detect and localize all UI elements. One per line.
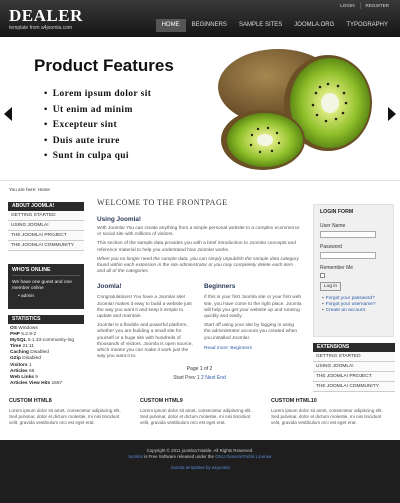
password-label: Password (320, 244, 342, 250)
stat-value: 5.2.9-2 (21, 332, 37, 338)
stat-key: PHP (10, 332, 20, 338)
kiwi-fruit-image (208, 45, 378, 175)
username-input[interactable] (320, 231, 376, 238)
menu-item-using-joomla[interactable]: USING JOOMLA! (313, 362, 395, 372)
article-paragraph: This section of the sample data provides you with a brief introduction to Joomla! concepts and reference material to help you understand how Joomla! works. (97, 241, 296, 253)
prev-slide-arrow-icon[interactable] (4, 107, 12, 121)
stat-value: 66 (28, 368, 35, 374)
banner-feature-item: • Sunt in culpa qui (44, 151, 151, 167)
create-account-link[interactable]: Create an account (325, 308, 365, 313)
joomla-link[interactable]: Joomla! (127, 454, 143, 459)
stat-key: Articles View Hits (10, 380, 51, 386)
banner-feature-item: • Lorem ipsum dolor sit (44, 89, 151, 105)
banner-feature-item: • Ut enim ad minim (44, 105, 151, 121)
remember-me-label: Remember Me (320, 265, 354, 271)
pagination-end[interactable]: End (216, 375, 226, 382)
about-joomla-menu (8, 202, 84, 251)
breadcrumb-home: Home (37, 187, 50, 192)
main-nav (156, 19, 394, 32)
template-credit-link[interactable]: Joomla templates by a4joomla (170, 465, 230, 470)
nav-beginners[interactable]: BEGINNERS (191, 22, 227, 28)
stat-value: 5.1.33-community-log (27, 338, 74, 344)
custom-html9-text: Lorem ipsum dolor sit amet, consectetur adipiscing elit. Sed pulvinar, dolor et dictum molestie, mi nisi tincidunt velit, gravida vestibulum orci est eget erat. (140, 408, 252, 425)
online-member-name: admin (21, 294, 35, 299)
site-logo[interactable]: DEALER (9, 6, 83, 25)
custom-html9-title: CUSTOM HTML9 (140, 398, 183, 404)
page-title: WELCOME TO THE FRONTPAGE (97, 198, 228, 207)
banner-feature-item: • Duis aute irure (44, 136, 151, 152)
stat-row (10, 381, 82, 387)
footer-license (0, 454, 400, 460)
banner-feature-item: • Excepteur sint (44, 120, 151, 136)
stat-key: Articles (10, 368, 28, 374)
footer-copyright: Copyright © 2011 joomla17stable. All Rights Reserved. (146, 448, 254, 453)
custom-html10-module (271, 398, 388, 426)
article-beginners (204, 283, 302, 360)
stat-key: OS (10, 326, 17, 331)
password-input[interactable] (320, 252, 376, 259)
menu-item-joomla-community[interactable]: THE JOOMLA! COMMUNITY (8, 241, 84, 251)
stat-value: Disabled (22, 356, 41, 362)
article-columns (97, 283, 302, 360)
login-form-title: LOGIN FORM (320, 209, 354, 215)
custom-html8-text: Lorem ipsum dolor sit amet, consectetur adipiscing elit. Sed pulvinar, dolor et dictum molestie, mi nisi tincidunt velit, gravida vestibulum orci est eget erat. (9, 408, 121, 425)
nav-sample-sites[interactable]: SAMPLE SITES (238, 22, 283, 28)
site-tagline: template from a4joomla.com (9, 25, 73, 31)
banner-feature-list (44, 89, 151, 167)
stat-value: Disabled (30, 350, 49, 356)
bottom-modules (0, 394, 400, 436)
article-paragraph: When you no longer need the sample data, you can simply unpublish the sample data category found within each extension in the site administrator or you may completely delete each item and all of the categories. (97, 256, 299, 275)
banner-title: Product Features (34, 56, 174, 75)
article-title-joomla[interactable]: Joomla! (97, 283, 122, 291)
menu-item-joomla-community[interactable]: THE JOOMLA! COMMUNITY (313, 382, 395, 392)
online-member: • admin (18, 294, 35, 299)
pagination-next[interactable]: Next (205, 375, 216, 382)
breadcrumb (9, 187, 50, 192)
menu-item-getting-started[interactable]: GETTING STARTED (313, 352, 395, 362)
article-paragraph: If this is your first Joomla site or your first web site, you have come to the right place. Joomla will help you get your website up and running quickly and easily. (204, 295, 302, 320)
article-paragraph: Joomla! is a flexible and powerful platform, whether you are building a small site for yourself or a huge site with hundreds of thousands of visitors. Joomla is open source, which means you can make it work just the way you want it to. (97, 323, 193, 360)
stat-key: Web Links (10, 374, 34, 380)
custom-html10-title: CUSTOM HTML10 (271, 398, 317, 404)
pagination-page-2[interactable]: 2 (201, 375, 204, 382)
forgot-password-link[interactable]: Forgot your password? (325, 296, 375, 301)
stat-key: Visitors (10, 362, 28, 368)
stat-key: Caching (10, 350, 29, 356)
stat-key: GZip (10, 356, 21, 362)
article-title-using-joomla[interactable]: Using Joomla! (97, 216, 142, 223)
about-joomla-title: ABOUT JOOMLA! (8, 202, 84, 211)
article-paragraph: With Joomla! You can create anything from a simple personal website to a complex ecommerce or social site with millions of visitors. (97, 226, 300, 238)
login-button[interactable]: Log in (320, 282, 341, 291)
menu-item-joomla-project[interactable]: THE JOOMLA! PROJECT (313, 372, 395, 382)
footer-license-text: is Free Software released under the (144, 454, 214, 459)
menu-item-getting-started[interactable]: GETTING STARTED (8, 211, 84, 221)
page-counter: Page 1 of 2 (186, 366, 213, 373)
stat-value: 1 (28, 362, 32, 368)
pagination-start: Start (173, 375, 184, 382)
pagination-page-1: 1 (196, 375, 200, 382)
nav-joomla-org[interactable]: JOOMLA.ORG (294, 22, 335, 28)
footer (0, 440, 400, 503)
article-paragraph: Congratulations! You have a Joomla! site! Joomla! makes it easy to build a website just the way you want it and keep it simple to update and maintain. (97, 295, 192, 320)
slideshow-banner (0, 37, 400, 181)
custom-html9-module (140, 398, 257, 426)
nav-typography[interactable]: TYPOGRAPHY (346, 22, 388, 28)
login-links (320, 296, 387, 314)
stat-key: Time (10, 344, 22, 350)
register-link[interactable]: REGISTER (360, 2, 394, 9)
whos-online-text: We have one guest and one member online (12, 280, 72, 291)
remember-me-checkbox[interactable] (320, 273, 325, 278)
extensions-menu (313, 343, 395, 392)
read-more-beginners-link[interactable]: Read more: Beginners (204, 345, 252, 351)
stat-value: Windows (18, 326, 38, 331)
menu-item-joomla-project[interactable]: THE JOOMLA! PROJECT (8, 231, 84, 241)
login-form (313, 204, 394, 337)
whos-online-title: WHO'S ONLINE (12, 267, 80, 276)
breadcrumb-prefix: You are here: (9, 187, 37, 192)
article-joomla (97, 283, 195, 360)
custom-html8-module (9, 398, 126, 426)
main-content (97, 198, 302, 381)
menu-item-using-joomla[interactable]: USING JOOMLA! (8, 221, 84, 231)
stat-value: 21:11 (22, 344, 35, 350)
statistics-list (8, 324, 84, 389)
article-title-beginners[interactable]: Beginners (204, 283, 236, 291)
extensions-title: EXTENSIONS (313, 343, 395, 352)
footer-copyright-block (0, 448, 400, 460)
login-link[interactable]: LOGIN (340, 3, 355, 8)
pagination (97, 375, 302, 381)
next-slide-arrow-icon[interactable] (388, 107, 396, 121)
username-label: User Name (320, 223, 346, 229)
header (0, 0, 400, 37)
stat-value: 9 (35, 374, 38, 380)
stat-value: 1667 (51, 380, 63, 386)
stat-key: MySQL (10, 338, 27, 344)
article-paragraph: Start off using your site by logging in using the administrator account you created when you installed Joomla!. (204, 323, 298, 341)
statistics-module (8, 315, 84, 389)
custom-html8-title: CUSTOM HTML8 (9, 398, 52, 404)
custom-html10-text: Lorem ipsum dolor sit amet, consectetur adipiscing elit. Sed pulvinar, dolor et dictum molestie, mi nisi tincidunt velit, gravida vestibulum orci est eget erat. (271, 408, 383, 425)
utility-menu (335, 2, 394, 9)
pagination-prev: Prev (185, 375, 196, 382)
nav-home[interactable]: HOME (156, 19, 186, 32)
forgot-username-link[interactable]: Forgot your username? (325, 302, 376, 307)
whos-online-module (8, 264, 84, 309)
statistics-title: STATISTICS (8, 315, 84, 324)
gpl-link[interactable]: GNU General Public License. (215, 454, 273, 459)
